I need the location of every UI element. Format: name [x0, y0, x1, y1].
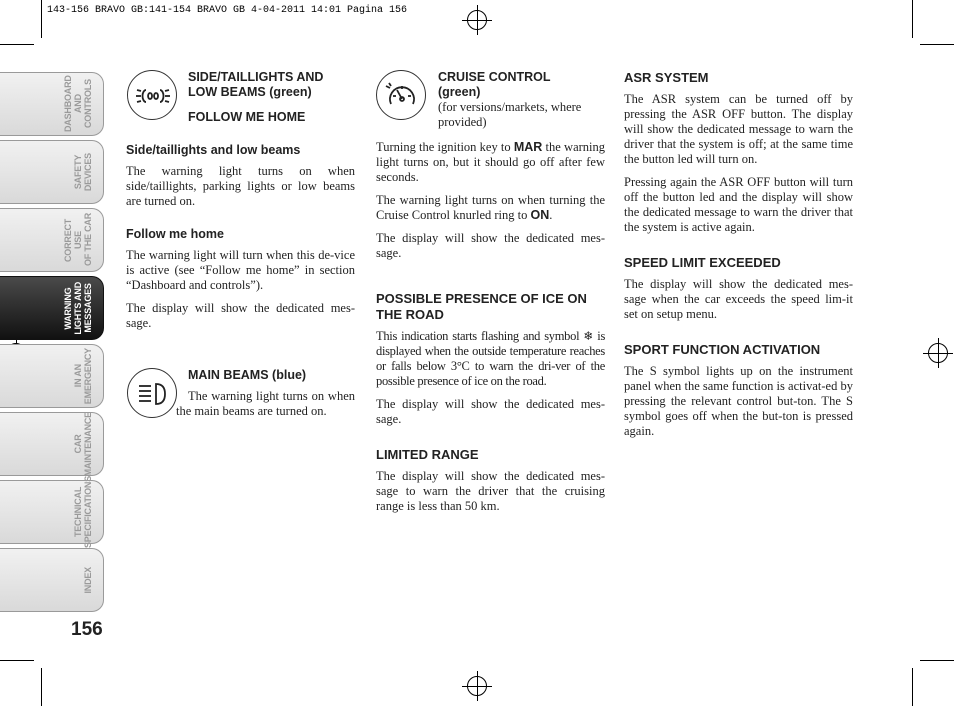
limited-range-heading: LIMITED RANGE: [376, 447, 479, 462]
sidelights-title: SIDE/TAILLIGHTS AND LOW BEAMS: [188, 70, 324, 99]
main-beams-color: (blue): [272, 368, 307, 382]
crop-mark: [920, 44, 954, 45]
paragraph: The warning light will turn when this de-vice is active (see “Follow me home” in section “Dashboard and controls”).: [126, 248, 355, 292]
cruise-heading-block: [438, 70, 605, 130]
sidelights-heading-block: [188, 70, 355, 125]
ice-heading: POSSIBLE PRESENCE OF ICE ON THE ROAD: [376, 291, 587, 322]
main-beams-warning-icon: [127, 368, 177, 418]
paragraph: The display will show the dedicated mes-sage.: [376, 397, 605, 426]
paragraph: The warning light turns on when the main beams are turned on.: [176, 389, 355, 418]
column-middle: [376, 70, 605, 522]
subheading-follow-me-home: Follow me home: [126, 227, 224, 241]
paragraph: The warning light turns on when turning the Cruise Control knurled ring to ON.: [376, 193, 605, 222]
paragraph: The display will show the dedicated mes-sage.: [376, 231, 605, 260]
crop-mark: [0, 660, 34, 661]
page-number: 156: [71, 619, 103, 640]
tab-dashboard-and-controls[interactable]: DASHBOARD AND CONTROLS: [0, 72, 104, 136]
column-right: [624, 70, 853, 447]
print-header: 143-156 BRAVO GB:141-154 BRAVO GB 4-04-2011 14:01 Pagina 156: [47, 5, 408, 16]
crop-mark: [912, 668, 913, 706]
paragraph: The warning light turns on when side/taillights, parking lights or low beams are turned on.: [126, 164, 355, 208]
registration-mark: [928, 343, 948, 363]
tab-in-an-emergency[interactable]: IN AN EMERGENCY: [0, 344, 104, 408]
cruise-note: (for versions/markets, where provided): [438, 100, 582, 129]
speed-limit-heading: SPEED LIMIT EXCEEDED: [624, 255, 781, 270]
crop-mark: [920, 660, 954, 661]
tab-safety-devices[interactable]: SAFETY DEVICES: [0, 140, 104, 204]
paragraph: The display will show the dedicated mes-sage.: [126, 301, 355, 330]
paragraph: The ASR system can be turned off by pressing the ASR OFF button. The display will show the dedicated message to warn the driver that the system is off; at the same time the button led will turn on.: [624, 92, 853, 166]
paragraph: This indication starts flashing and symbol ❄ is displayed when the outside temperature reaches or falls below 3°C to warn the dri-ver of the possible presence of ice on the road.: [376, 329, 606, 388]
paragraph: Turning the ignition key to MAR the warning light turns on, but it should go off after few seconds.: [376, 140, 605, 184]
paragraph: Pressing again the ASR OFF button will turn off the button led and the display will show the dedicated message to warn the driver that the system is active again.: [624, 175, 853, 234]
snowflake-icon: ❄: [583, 329, 594, 343]
cruise-color: (green): [438, 85, 481, 99]
main-beams-title: MAIN BEAMS: [188, 368, 269, 382]
tab-car-maintenance[interactable]: CAR MAINTENANCE: [0, 412, 104, 476]
cruise-title: CRUISE CONTROL: [438, 70, 551, 84]
subheading-sidelights: Side/taillights and low beams: [126, 143, 301, 157]
column-left: [126, 70, 355, 339]
tab-correct-use[interactable]: CORRECT USE OF THE CAR: [0, 208, 104, 272]
crop-mark: [41, 668, 42, 706]
paragraph: The display will show the dedicated mes-sage to warn the driver that the cruising range is less than 50 km.: [376, 469, 605, 513]
crop-mark: [0, 44, 34, 45]
crop-mark: [912, 0, 913, 38]
asr-heading: ASR SYSTEM: [624, 70, 709, 85]
tab-index[interactable]: INDEX: [0, 548, 104, 612]
registration-mark: [467, 676, 487, 696]
crop-mark: [41, 0, 42, 38]
sport-function-heading: SPORT FUNCTION ACTIVATION: [624, 342, 821, 357]
tab-technical-specifications[interactable]: TECHNICAL SPECIFICATIONS: [0, 480, 104, 544]
tab-warning-lights[interactable]: WARNING LIGHTS AND MESSAGES: [0, 276, 104, 340]
follow-me-home-title: FOLLOW ME HOME: [188, 110, 306, 124]
sidelights-color: (green): [269, 85, 312, 99]
paragraph: The S symbol lights up on the instrument panel when the same function is activat-ed by pressing the relevant control but-ton. The S symbol goes off when the but-ton is pressed again.: [624, 364, 853, 438]
paragraph: The display will show the dedicated mes-sage when the car exceeds the speed lim-it set on setup menu.: [624, 277, 853, 321]
main-beams-block: [176, 368, 355, 427]
registration-mark: [467, 10, 487, 30]
